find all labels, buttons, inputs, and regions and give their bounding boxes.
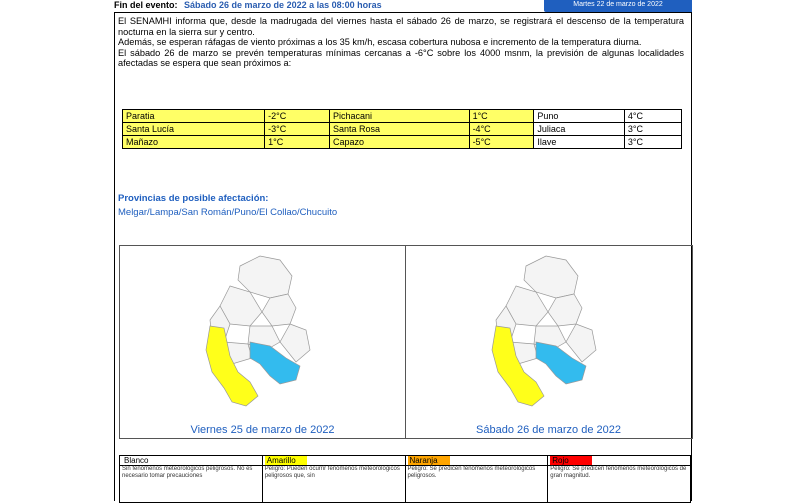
locality-name: Capazo xyxy=(330,136,470,149)
temperature-table xyxy=(122,109,682,149)
legend-level xyxy=(262,456,405,466)
locality-temp: 4°C xyxy=(624,110,681,123)
map-caption: Sábado 26 de marzo de 2022 xyxy=(476,424,621,436)
legend-chip-white: Blanco xyxy=(122,456,164,465)
legend-chip-yellow: Amarillo xyxy=(265,456,307,465)
legend-chip-red: Rojo xyxy=(550,456,592,465)
map-friday xyxy=(120,246,406,438)
bulletin-page xyxy=(114,0,692,500)
event-end-line xyxy=(114,0,544,12)
event-end-value: Sábado 26 de marzo de 2022 a las 08:00 horas xyxy=(184,0,382,10)
locality-temp: -2°C xyxy=(265,110,330,123)
body-paragraph-1: El SENAMHI informa que, desde la madrugada del viernes hasta el sábado 26 de marzo, se registrará el descenso de la temperatura nocturna en la sierra sur y centro. xyxy=(118,16,684,37)
locality-name: Paratia xyxy=(123,110,265,123)
provinces-title: Provincias de posible afectación: xyxy=(118,193,269,204)
locality-temp: -5°C xyxy=(469,136,534,149)
event-end-label: Fin del evento: xyxy=(114,0,178,10)
legend-description: Sin fenómenos meteorológicos peligrosos. No es necesario tomar precauciones xyxy=(120,466,263,503)
locality-temp: 3°C xyxy=(624,136,681,149)
table-row xyxy=(123,110,682,123)
locality-temp: -3°C xyxy=(265,123,330,136)
table-row xyxy=(123,123,682,136)
legend-level xyxy=(548,456,691,466)
body-paragraph-2: Además, se esperan ráfagas de viento próximas a los 35 km/h, escasa cobertura nubosa e incremento de la temperatura diurna. xyxy=(118,37,642,48)
issue-date-badge: Martes 22 de marzo de 2022 xyxy=(544,0,692,12)
body-paragraph-3: El sábado 26 de marzo se prevén temperaturas mínimas cercanas a -6°C sobre los 4000 msnm, la previsión de algunas localidades afectadas se espera que sean próximos a: xyxy=(118,47,684,69)
locality-temp: -4°C xyxy=(469,123,534,136)
legend-description: Peligro: Se predicen fenómenos meteorológicos peligrosos. xyxy=(405,466,548,503)
map-saturday xyxy=(406,246,691,438)
locality-temp: 3°C xyxy=(624,123,681,136)
provinces-list: Melgar/Lampa/San Román/Puno/El Collao/Chucuito xyxy=(118,207,338,218)
locality-temp: 1°C xyxy=(265,136,330,149)
locality-name: Puno xyxy=(534,110,624,123)
legend-chip-orange: Naranja xyxy=(408,456,450,465)
locality-name: Santa Rosa xyxy=(330,123,470,136)
legend-header-row xyxy=(120,456,691,466)
legend-description: Peligro: Se predicen fenómenos meteorológicos de gran magnitud. xyxy=(548,466,691,503)
alert-legend xyxy=(119,455,691,503)
locality-name: Juliaca xyxy=(534,123,624,136)
bulletin-body xyxy=(118,16,684,69)
locality-temp: 1°C xyxy=(469,110,534,123)
locality-name: Mañazo xyxy=(123,136,265,149)
legend-level xyxy=(405,456,548,466)
locality-name: Ilave xyxy=(534,136,624,149)
puno-region-map xyxy=(406,246,691,421)
legend-description: Peligro: Pueden ocurrir fenómenos meteorológicos peligrosos que, sin xyxy=(262,466,405,503)
legend-level xyxy=(120,456,263,466)
locality-name: Santa Lucía xyxy=(123,123,265,136)
table-row xyxy=(123,136,682,149)
locality-name: Pichacani xyxy=(330,110,470,123)
legend-body-row xyxy=(120,466,691,503)
puno-region-map xyxy=(120,246,405,421)
map-caption: Viernes 25 de marzo de 2022 xyxy=(190,424,335,436)
maps-panel xyxy=(119,245,693,439)
